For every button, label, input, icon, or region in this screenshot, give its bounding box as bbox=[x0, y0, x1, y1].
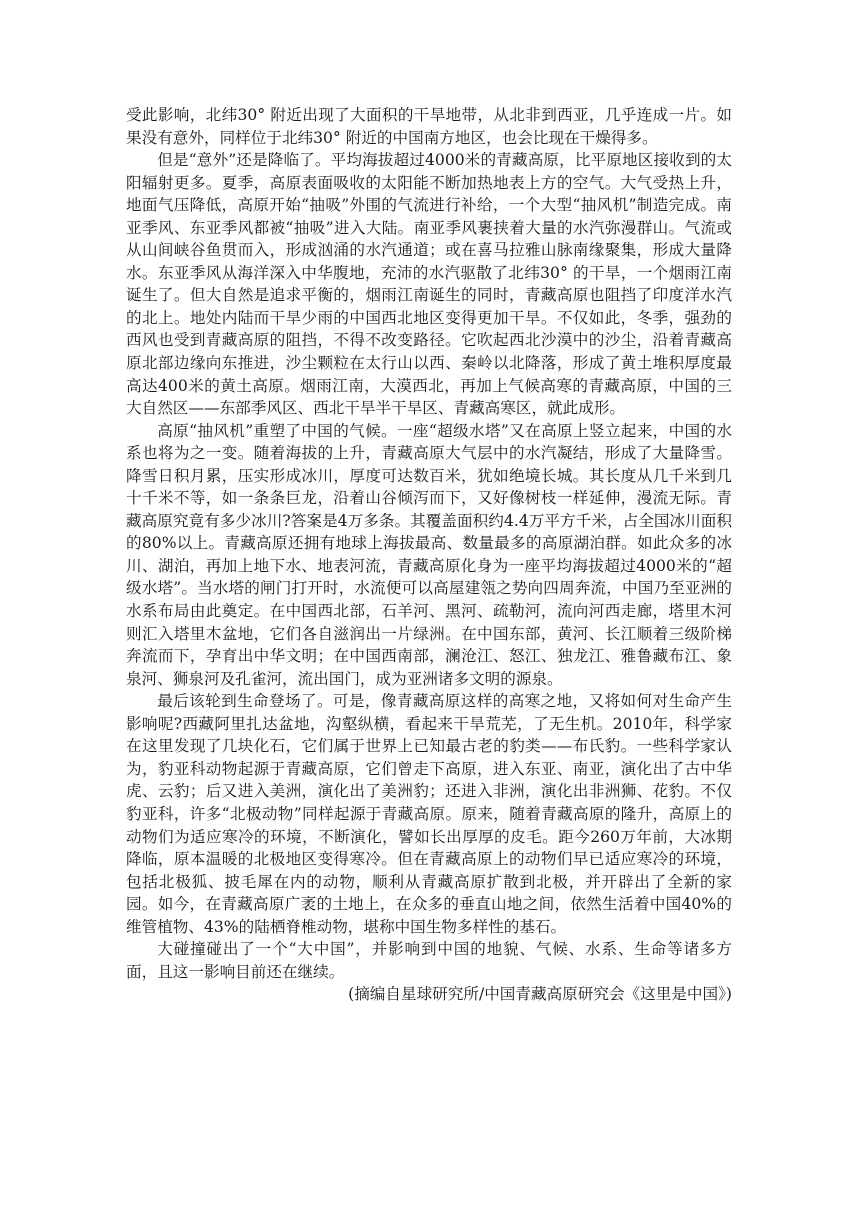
article-body bbox=[126, 104, 732, 1006]
paragraph-continuation: 受此影响，北纬30° 附近出现了大面积的干旱地带，从北非到西亚，几乎连成一片。如果没有意外，同样位于北纬30° 附近的中国南方地区，也会比现在干燥得多。 bbox=[126, 106, 732, 147]
paragraph-life: 最后该轮到生命登场了。可是，像青藏高原这样的高寒之地，又将如何对生命产生影响呢?西藏阿里扎达盆地，沟壑纵横，看起来干旱荒芜，了无生机。2010年，科学家在这里发现了几块化石，它们属于世界上已知最古老的豹类——布氏豹。一些科学家认为，豹亚科动物起源于青藏高原，它们曾走下高原，进入东亚、南亚，演化出了古中华虎、云豹；后又进入美洲，演化出了美洲豹；还进入非洲，演化出非洲狮、花豹。不仅豹亚科，许多“北极动物”同样起源于青藏高原。原来，随着青藏高原的隆升，高原上的动物们为适应寒冷的环境，不断演化，譬如长出厚厚的皮毛。距今260万年前，大冰期降临，原本温暖的北极地区变得寒冷。但在青藏高原上的动物们早已适应寒冷的环境，包括北极狐、披毛犀在内的动物，顺利从青藏高原扩散到北极，并开辟出了全新的家园。如今，在青藏高原广袤的土地上，在众多的垂直山地之间，依然生活着中国40%的维管植物、43%的陆栖脊椎动物，堪称中国生物多样性的基石。 bbox=[126, 692, 732, 936]
paragraph-monsoon: 但是“意外”还是降临了。平均海拔超过4000米的青藏高原，比平原地区接收到的太阳辐射更多。夏季，高原表面吸收的太阳能不断加热地表上方的空气。大气受热上升，地面气压降低，高原开始“抽吸”外围的气流进行补给，一个大型“抽风机”制造完成。南亚季风、东亚季风都被“抽吸”进入大陆。南亚季风裹挟着大量的水汽弥漫群山。气流或从山间峡谷鱼贯而入，形成汹涌的水汽通道；或在喜马拉雅山脉南缘聚集，形成大量降水。东亚季风从海洋深入中华腹地，充沛的水汽驱散了北纬30° 的干旱，一个烟雨江南诞生了。但大自然是追求平衡的，烟雨江南诞生的同时，青藏高原也阻挡了印度洋水汽的北上。地处内陆而干旱少雨的中国西北地区变得更加干旱。不仅如此，冬季，强劲的西风也受到青藏高原的阻挡，不得不改变路径。它吹起西北沙漠中的沙尘，沿着青藏高原北部边缘向东推进，沙尘颗粒在太行山以西、秦岭以北降落，形成了黄土堆积厚度最高达400米的黄土高原。烟雨江南，大漠西北，再加上气候高寒的青藏高原，中国的三大自然区——东部季风区、西北干旱半干旱区、青藏高寒区，就此成形。 bbox=[126, 151, 732, 418]
paragraph-conclusion: 大碰撞碰出了一个“大中国”，并影响到中国的地貌、气候、水系、生命等诸多方面，且这一影响目前还在继续。 bbox=[126, 940, 732, 981]
source-citation: (摘编自星球研究所/中国青藏高原研究会《这里是中国》) bbox=[348, 985, 732, 1004]
paragraph-water-tower: 高原“抽风机”重塑了中国的气候。一座“超级水塔”又在高原上竖立起来，中国的水系也将为之一变。随着海拔的上升，青藏高原大气层中的水汽凝结，形成了大量降雪。降雪日积月累，压实形成冰川，厚度可达数百米，犹如绝境长城。其长度从几千米到几十千米不等，如一条条巨龙，沿着山谷倾泻而下，又好像树枝一样延伸，漫流无际。青藏高原究竟有多少冰川?答案是4万多条。其覆盖面积约4.4万平方千米，占全国冰川面积的80%以上。青藏高原还拥有地球上海拔最高、数量最多的高原湖泊群。如此众多的冰川、湖泊，再加上地下水、地表河流，青藏高原化身为一座平均海拔超过4000米的“超级水塔”。当水塔的闸门打开时，水流便可以高屋建瓴之势向四周奔流，中国乃至亚洲的水系布局由此奠定。在中国西北部，石羊河、黑河、疏勒河，流向河西走廊，塔里木河则汇入塔里木盆地，它们各自滋润出一片绿洲。在中国东部，黄河、长江顺着三级阶梯奔流而下，孕育出中华文明；在中国西南部，澜沧江、怒江、独龙江、雅鲁藏布江、象泉河、狮泉河及孔雀河，流出国门，成为亚洲诸多文明的源泉。 bbox=[126, 421, 732, 688]
